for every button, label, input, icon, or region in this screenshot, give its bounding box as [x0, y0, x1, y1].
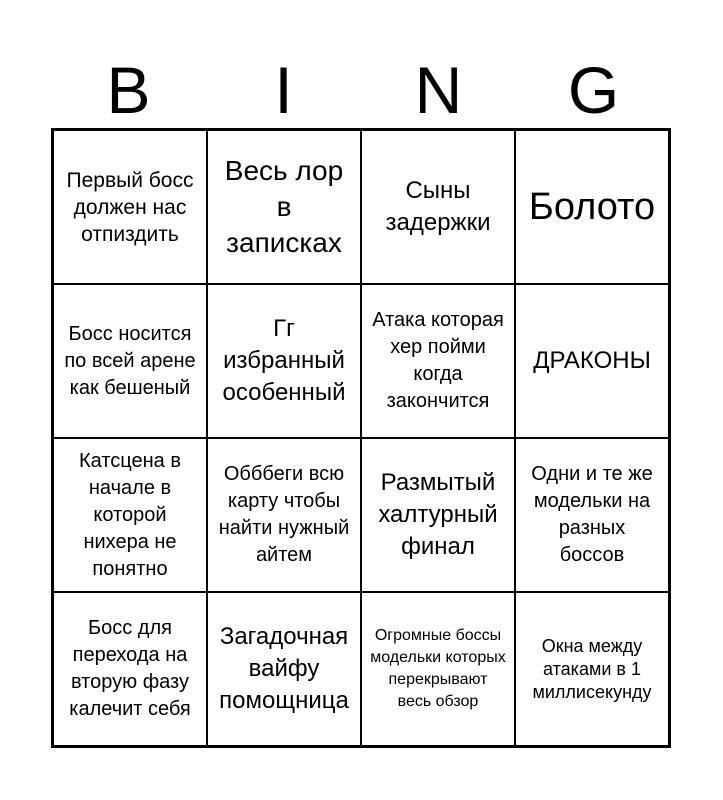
bingo-cell-text: Босс для перехода на вторую фазу калечит себя [69, 617, 191, 720]
bingo-cell-text: Сыны задержки [385, 177, 491, 236]
bingo-cell-text: Первый босс должен нас отпиздить [66, 168, 194, 246]
bingo-cell[interactable] [361, 592, 515, 746]
bingo-cell-text: Загадочная вайфу помощница [219, 623, 349, 714]
title-letter-i: I [274, 53, 293, 127]
bingo-cell-text: Обббеги всю карту чтобы найти нужный айтем [218, 463, 350, 566]
bingo-cell-text: Размытый халтурный финал [378, 469, 498, 560]
bingo-cell-text: Катсцена в начале в которой нихера не понятно [79, 449, 181, 580]
bingo-cell[interactable] [361, 284, 515, 438]
bingo-cell[interactable] [515, 592, 669, 746]
bingo-cell[interactable] [207, 130, 361, 284]
title-letter-g: G [567, 53, 620, 127]
bingo-cell[interactable] [361, 438, 515, 592]
bingo-cell[interactable] [515, 438, 669, 592]
bingo-cell[interactable] [207, 592, 361, 746]
bingo-cell[interactable] [515, 284, 669, 438]
bingo-title [51, 52, 671, 128]
bingo-cell-text: Босс носится по всей арене как бешеный [64, 322, 196, 399]
bingo-cell-text: Атака которая хер пойми когда закончится [372, 309, 504, 412]
bingo-cell[interactable] [53, 592, 207, 746]
bingo-cell-text: ДРАКОНЫ [533, 347, 651, 374]
title-letter-b: B [106, 53, 151, 127]
bingo-board [51, 128, 671, 748]
bingo-cell-text: Окна между атаками в 1 миллисекунду [532, 635, 652, 702]
bingo-cell[interactable] [207, 438, 361, 592]
bingo-cell-text: Весь лор в записках [224, 155, 344, 258]
bingo-cell[interactable] [207, 284, 361, 438]
bingo-cell-text: Гг избранный особенный [222, 315, 346, 406]
bingo-cell[interactable] [53, 438, 207, 592]
title-letter-n: N [414, 53, 463, 127]
bingo-cell-text: Болото [528, 186, 656, 228]
bingo-cell[interactable] [515, 130, 669, 284]
bingo-cell[interactable] [53, 130, 207, 284]
bingo-cell-text: Огромные боссы модельки которых перекрывают весь обзор [370, 627, 506, 710]
bingo-cell[interactable] [53, 284, 207, 438]
bingo-cell[interactable] [361, 130, 515, 284]
bingo-cell-text: Одни и те же модельки на разных боссов [531, 463, 653, 566]
